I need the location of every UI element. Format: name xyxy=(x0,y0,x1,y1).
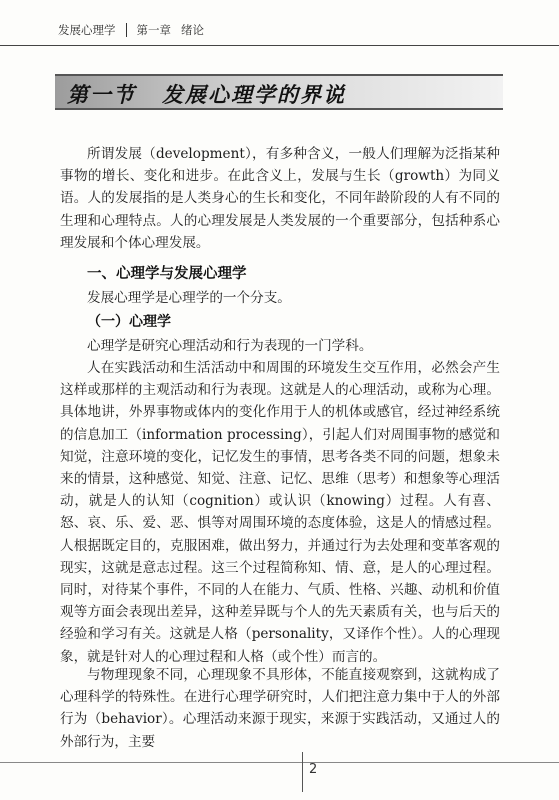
running-header xyxy=(58,22,204,38)
chapter-number: 第一章 xyxy=(136,23,171,37)
book-title: 发展心理学 xyxy=(58,23,116,37)
definition-paragraph: 心理学是研究心理活动和行为表现的一门学科。 xyxy=(87,338,373,354)
subheading-level-2: 一、心理学与发展心理学 xyxy=(87,266,247,282)
header-rule xyxy=(0,45,559,46)
footer-rule xyxy=(0,762,559,763)
section-title: 发展心理学的界说 xyxy=(162,82,346,107)
section-banner xyxy=(55,74,503,110)
chapter-title: 绪论 xyxy=(181,23,204,37)
branch-paragraph: 发展心理学是心理学的一个分支。 xyxy=(87,290,291,306)
section-heading xyxy=(67,79,346,109)
intro-paragraph: 所谓发展（development），有多种含义，一般人们理解为泛指某种事物的增长、变化和进步。在此含义上，发展与生长（growth）为同义语。人的发展指的是人类身心的生长和变化，不同年龄阶段的人有不同的生理和心理特点。人的心理发展是人类发展的一个重要部分，包括种系心理发展和个体心理发展。 xyxy=(60,146,500,251)
header-separator xyxy=(126,23,127,37)
footer-tick xyxy=(302,752,303,792)
subheading-level-3: （一）心理学 xyxy=(87,314,171,330)
section-number: 第一节 xyxy=(67,82,136,107)
phenomenon-paragraph: 与物理现象不同，心理现象不具形体，不能直接观察到，这就构成了心理科学的特殊性。在进行心理学研究时，人们把注意力集中于人的外部行为（behavior）。心理活动来源于现实，来源于实践活动，又通过人的外部行为，主要 xyxy=(60,667,500,750)
mental-activity-paragraph: 人在实践活动和生活活动中和周围的环境发生交互作用，必然会产生这样或那样的主观活动和行为表现。这就是人的心理活动，或称为心理。具体地讲，外界事物或体内的变化作用于人的机体或感官，经过神经系统的信息加工（information processing），引起人们对周围事物的感觉和知觉，注意环境的变化，记忆发生的事情，思考各类不同的问题，想象未来的情景，这种感觉、知觉、注意、记忆、思维（思考）和想象等心理活动，就是人的认知（cognition）或认识（knowing）过程。人有喜、怒、哀、乐、爱、恶、惧等对周围环境的态度体验，这是人的情感过程。人根据既定目的，克服困难，做出努力，并通过行为去处理和变革客观的现实，这就是意志过程。这三个过程简称知、情、意，是人的心理过程。同时，对待某个事件，不同的人在能力、气质、性格、兴趣、动机和价值观等方面会表现出差异，这种差异既与个人的先天素质有关，也与后天的经验和学习有关。这就是人格（personality，又译作个性）。人的心理现象，就是针对人的心理过程和人格（或个性）而言的。 xyxy=(60,360,500,665)
page-number: 2 xyxy=(309,762,318,777)
